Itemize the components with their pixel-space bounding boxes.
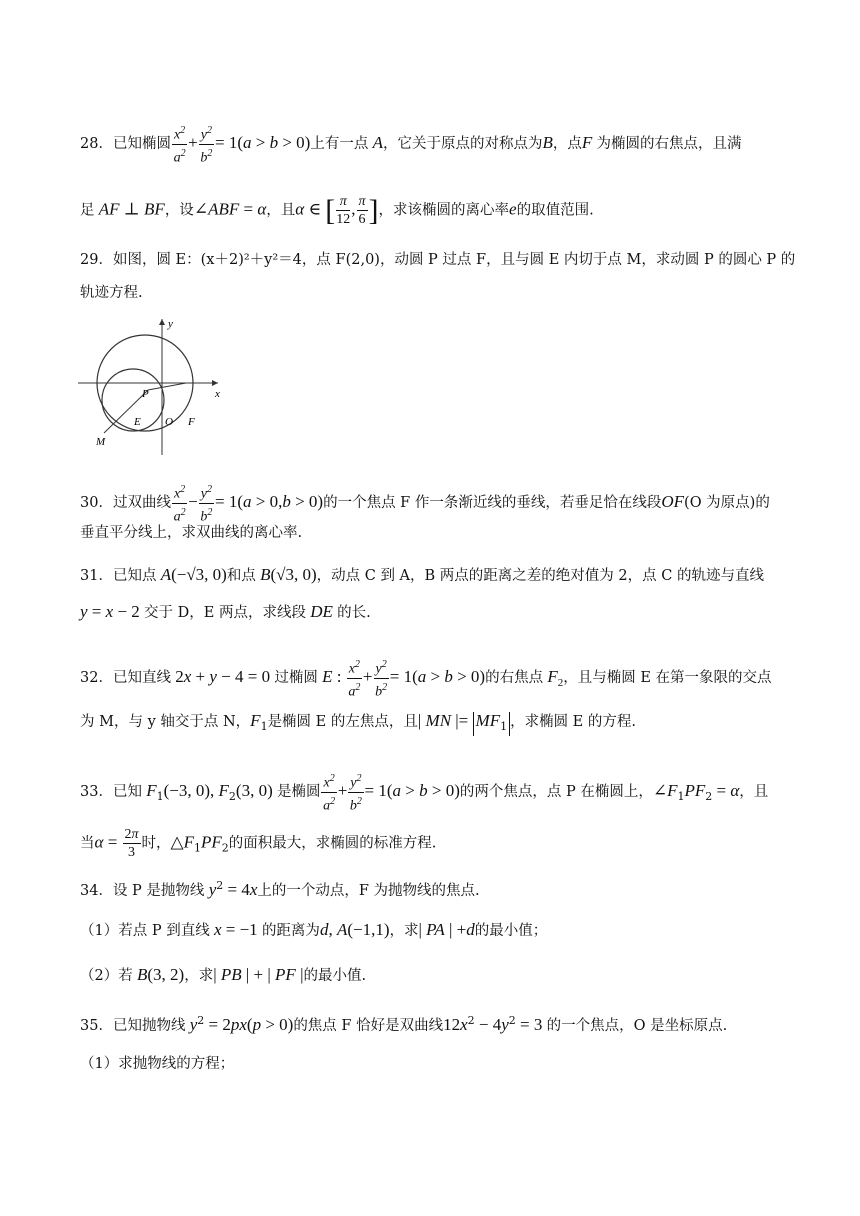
text: 31．已知点 [80, 568, 157, 584]
problem-35-sub1: （1）求抛物线的方程； [80, 1056, 235, 1072]
problem-34-line1: 34．设 P 是抛物线 $y^2 = 4x$上的一个动点，F 为抛物线的焦点. [80, 879, 480, 899]
problem-34-sub1: （1）若点 P 到直线 x = −1 的距离为d, A(−1,1)，求| PA | +d的最小值； [80, 920, 548, 939]
figure-circles [78, 315, 228, 455]
label-P: P [142, 388, 149, 400]
problem-34-sub2: （2）若 B(3, 2)，求| PB | + | PF |的最小值. [80, 965, 367, 984]
text: 已知椭圆 [112, 136, 171, 153]
problem-29-line1: 29．如图，圆 E：(x＋2)²＋y²＝4，点 F(2,0)，动圆 P 过点 F，且与圆 E 内切于点 M，求动圆 P 的圆心 P 的 [80, 252, 796, 268]
text: （1）若点 P 到直线 [80, 923, 210, 939]
problem-32-line2: 为 M，与 y 轴交于点 N，$F_1$是椭圆 E 的左焦点，且| MN |= $MF_1$ ，求椭圆 E 的方程. [80, 711, 636, 737]
text: 的面积最大，求椭圆的标准方程. [228, 835, 437, 852]
text: 的一个焦点 F 作一条渐近线的垂线，若垂足恰在线段 [323, 495, 662, 512]
text: ，动点 C 到 A，B 两点的距离之差的绝对值为 2，点 C 的轨迹与直线 [316, 568, 764, 584]
text: 的右焦点 [485, 670, 544, 687]
fraction: $\frac{x^2}{a^2}$ [172, 122, 187, 166]
fraction: $\frac{y^2}{b^2}$ [348, 770, 363, 814]
text: 是椭圆 E 的左焦点，且 [267, 714, 418, 730]
text: 的一个焦点，O 是坐标原点. [546, 1017, 728, 1034]
text: 的距离为 [261, 923, 320, 939]
text: 足 [80, 202, 95, 219]
fraction: $\frac{x^2}{a^2}$ [347, 656, 362, 700]
fraction: $\frac{y^2}{b^2}$ [374, 656, 389, 700]
label-M: M [96, 436, 106, 448]
problem-32-line1: 32．已知直线 2x + y − 4 = 0 过椭圆 E : $\frac{x^2}{a^2}$ + $\frac{y^2}{b^2}$ = 1(a > b > 0)的右焦点 $F_2$，且与椭圆 E 在第一象限的交点 [80, 656, 772, 700]
problem-31-line2: y = x − 2 交于 D，E 两点，求线段 DE 的长. [80, 602, 371, 621]
label-O: O [165, 416, 173, 428]
problem-30-line2: 垂直平分线上，求双曲线的离心率. [80, 525, 303, 541]
text: 34．设 P 是抛物线 [80, 882, 205, 899]
fraction: $\frac{y^2}{b^2}$ [199, 481, 214, 525]
text: ，求椭圆 E 的方程. [510, 714, 636, 730]
text: 的两个焦点，点 P 在椭圆上， [459, 784, 653, 801]
text: ，且 [266, 202, 296, 219]
text: （2）若 [80, 968, 133, 984]
text: 35．已知抛物线 [80, 1017, 186, 1034]
text: ，设 [164, 202, 194, 219]
text: 和点 [226, 568, 256, 584]
fraction: $\frac{\pi}{12}$ [336, 194, 351, 227]
text: 当 [80, 835, 95, 852]
text: 32．已知直线 [80, 670, 171, 687]
fraction: $\frac{y^2}{b^2}$ [199, 122, 214, 166]
problem-number: 28． [80, 136, 113, 153]
text: ，它关于原点的对称点为 [382, 136, 543, 153]
text: 30．过双曲线 [80, 495, 171, 512]
text: 为 M，与 y 轴交于点 N， [80, 714, 251, 730]
text: 过椭圆 [274, 670, 318, 687]
text: ，点 [552, 136, 582, 153]
text: 33．已知 [80, 784, 142, 801]
label-F: F [188, 416, 195, 428]
text: ，且与椭圆 E 在第一象限的交点 [563, 670, 772, 687]
text: ，求该椭圆的离心率 [378, 202, 510, 219]
problem-30-line1: 30．过双曲线 $\frac{x^2}{a^2}$ − $\frac{y^2}{b^2}$ = 1(a > 0,b > 0)的一个焦点 F 作一条渐近线的垂线，若垂足恰在线段OF(O 为原点)的 [80, 481, 770, 525]
fraction: $\frac{x^2}{a^2}$ [172, 481, 187, 525]
problem-33-line1: 33．已知 $F_1(-3$, 0), $F_2(3$, 0) 是椭圆 $\frac{x^2}{a^2}$ + $\frac{y^2}{b^2}$ = 1(a > b > 0)的两个焦点，点 P 在椭圆上，$\angle F_1PF_2 = \alpha$，且 [80, 770, 768, 814]
fraction: $\frac{x^2}{a^2}$ [321, 770, 336, 814]
text: 上有一点 [310, 136, 369, 153]
problem-28-line1: 28．已知椭圆 $\frac{x^2}{a^2}$ + $\frac{y^2}{b^2}$ = 1(a > b > 0)上有一点 A，它关于原点的对称点为B，点F 为椭圆的右焦点，且满 [80, 122, 742, 166]
label-x: x [215, 388, 220, 400]
label-y: y [168, 318, 173, 330]
text: 为椭圆的右焦点，且满 [596, 136, 742, 153]
text: ，且 [739, 784, 769, 801]
label-E: E [134, 416, 141, 428]
text: 的最小值. [303, 968, 367, 984]
problem-29-line2: 轨迹方程. [80, 285, 143, 301]
text: 交于 D，E 两点，求线段 [144, 605, 306, 621]
text: ，求 [184, 968, 214, 984]
text: 是椭圆 [276, 784, 321, 801]
fraction: $\frac{\pi}{6}$ [358, 194, 366, 227]
text: 的取值范围. [516, 202, 594, 219]
problem-33-line2: 当α = $\frac{2\pi}{3}$ 时，$\triangle F_1PF_2$的面积最大，求椭圆的标准方程. [80, 827, 437, 860]
text: ，求 [389, 923, 419, 939]
problem-35-line1: 35．已知抛物线 $y^2 = 2px(p > 0)$的焦点 F 恰好是双曲线$12x^2 - 4y^2 = 3$ 的一个焦点，O 是坐标原点. [80, 1014, 728, 1034]
text: 的最小值； [474, 923, 548, 939]
text: 时， [141, 835, 171, 852]
problem-28-line2: 足 AF ⊥ BF，设∠ABF = α，且α ∈ [ $\frac{\pi}{12}$ , $\frac{\pi}{6}$ ]，求该椭圆的离心率e的取值范围. [80, 193, 594, 227]
text: 的焦点 F 恰好是双曲线 [293, 1017, 444, 1034]
problem-31-line1: 31．已知点 A(−√3, 0)和点 B(√3, 0)，动点 C 到 A，B 两点的距离之差的绝对值为 2，点 C 的轨迹与直线 [80, 565, 764, 584]
text: 的长. [337, 605, 371, 621]
text: (O 为原点)的 [684, 495, 770, 512]
text: 上的一个动点，F 为抛物线的焦点. [257, 882, 480, 899]
fraction: $\frac{2\pi}{3}$ [124, 827, 139, 860]
